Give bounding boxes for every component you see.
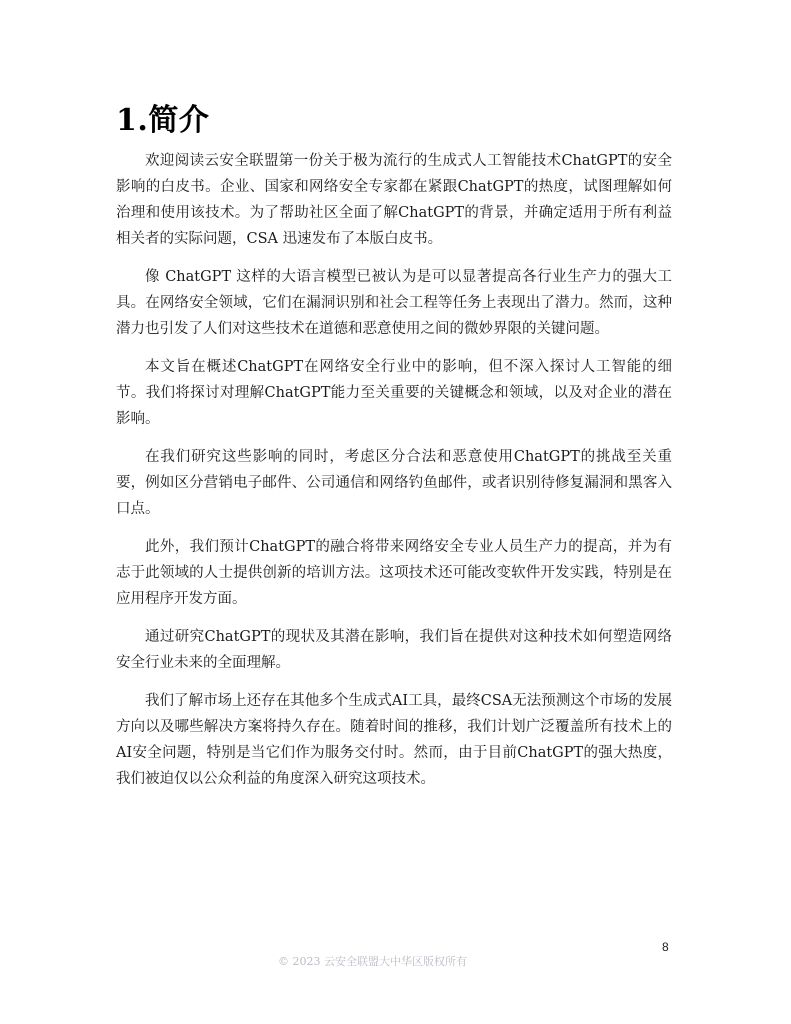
- paragraph-1: 欢迎阅读云安全联盟第一份关于极为流行的生成式人工智能技术ChatGPT的安全影响的白皮书。企业、国家和网络安全专家都在紧跟ChatGPT的热度，试图理解如何治理和使用该技术。为了帮助社区全面了解ChatGPT的背景，并确定适用于所有利益相关者的实际问题，CSA 迅速发布了本版白皮书。: [116, 153, 672, 247]
- body-text: [116, 148, 672, 804]
- paragraph-2: 像 ChatGPT 这样的大语言模型已被认为是可以显著提高各行业生产力的强大工具。在网络安全领域，它们在漏洞识别和社会工程等任务上表现出了潜力。然而，这种潜力也引发了人们对这些技术在道德和恶意使用之间的微妙界限的关键问题。: [116, 269, 672, 337]
- paragraph-4: 在我们研究这些影响的同时，考虑区分合法和恶意使用ChatGPT的挑战至关重要，例如区分营销电子邮件、公司通信和网络钓鱼邮件，或者识别待修复漏洞和黑客入口点。: [116, 449, 672, 517]
- paragraph-7: 我们了解市场上还存在其他多个生成式AI工具，最终CSA无法预测这个市场的发展方向以及哪些解决方案将持久存在。随着时间的推移，我们计划广泛覆盖所有技术上的AI安全问题，特别是当它们作为服务交付时。然而，由于目前ChatGPT的强大热度，我们被迫仅以公众利益的角度深入研究这项技术。: [116, 693, 672, 787]
- paragraph-6: 通过研究ChatGPT的现状及其潜在影响，我们旨在提供对这种技术如何塑造网络安全行业未来的全面理解。: [116, 629, 672, 671]
- section-heading: 1.简介: [116, 103, 210, 138]
- paragraph-5: 此外，我们预计ChatGPT的融合将带来网络安全专业人员生产力的提高，并为有志于此领域的人士提供创新的培训方法。这项技术还可能改变软件开发实践，特别是在应用程序开发方面。: [116, 539, 672, 607]
- copyright-footer: © 2023 云安全联盟大中华区版权所有: [278, 955, 467, 968]
- page-number: 8: [662, 940, 669, 954]
- paragraph-3: 本文旨在概述ChatGPT在网络安全行业中的影响，但不深入探讨人工智能的细节。我们将探讨对理解ChatGPT能力至关重要的关键概念和领域，以及对企业的潜在影响。: [116, 359, 672, 427]
